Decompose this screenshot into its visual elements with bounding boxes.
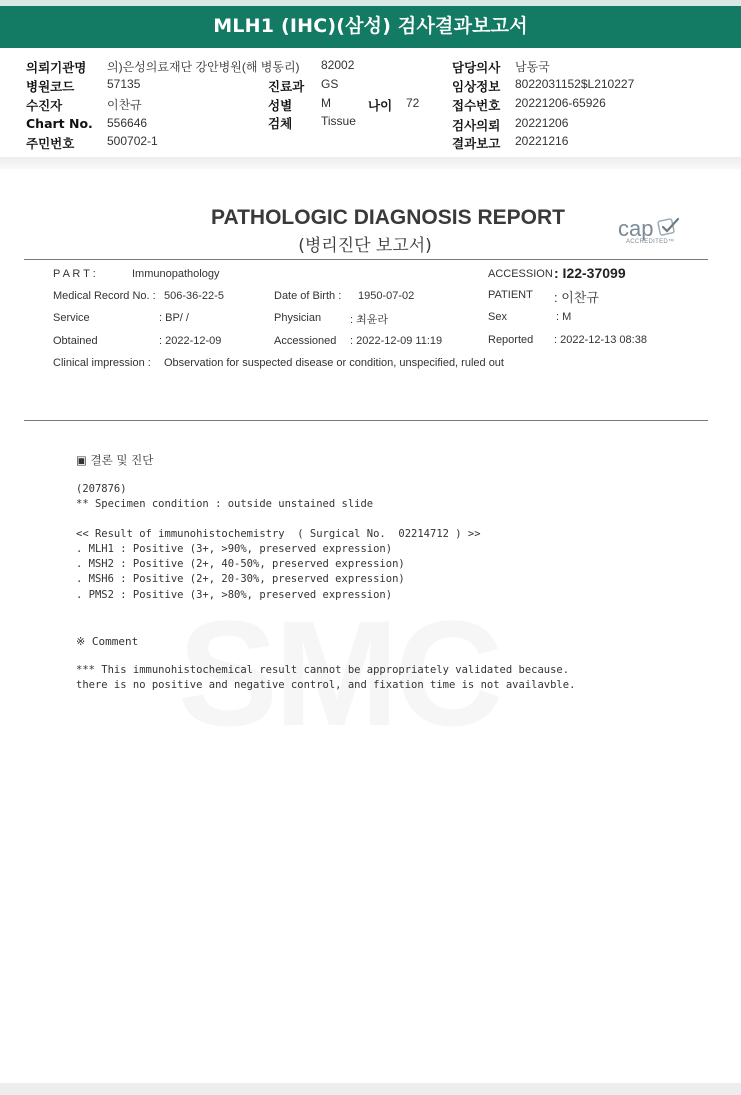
receipt-label: 접수번호 bbox=[452, 98, 501, 113]
hospital-code-value: 57135 bbox=[107, 77, 141, 91]
specimen-condition: ** Specimen condition : outside unstained slide bbox=[76, 498, 374, 510]
reported-value: : 2022-12-13 08:38 bbox=[554, 334, 647, 346]
report-top-rule bbox=[24, 259, 708, 260]
physician-label: Physician bbox=[274, 312, 322, 324]
physician-value: : 최윤라 bbox=[350, 314, 388, 326]
obtained-label: Obtained bbox=[53, 335, 98, 347]
pathology-report-subtitle: (병리진단 보고서) bbox=[298, 236, 432, 256]
accession-label: ACCESSION bbox=[488, 268, 553, 280]
accessioned-label: Accessioned bbox=[274, 335, 337, 347]
cap-logo-subtext: ACCREDITED™ bbox=[626, 239, 675, 245]
part-value: Immunopathology bbox=[132, 268, 220, 280]
sex-label: 성별 bbox=[268, 98, 293, 113]
dept-label: 진료과 bbox=[268, 79, 305, 94]
case-number: (207876) bbox=[76, 483, 127, 495]
id-value: 500702-1 bbox=[107, 134, 158, 148]
report-title-bar: MLH1 (IHC)(삼성) 검사결과보고서 bbox=[0, 0, 741, 48]
result-value: 20221216 bbox=[515, 134, 569, 148]
impression-value: Observation for suspected disease or condition, unspecified, ruled out bbox=[164, 357, 504, 369]
ihc-result-line: . MLH1 : Positive (3+, >90%, preserved expression) bbox=[76, 543, 393, 555]
service-label: Service bbox=[53, 312, 90, 324]
clinical-value: 8022031152$L210227 bbox=[515, 77, 635, 91]
cap-check-icon bbox=[656, 216, 682, 238]
specimen-value: Tissue bbox=[321, 114, 356, 128]
cap-logo-text: cap bbox=[618, 216, 654, 241]
ihc-result-header: << Result of immunohistochemistry ( Surgical No. 02214712 ) >> bbox=[76, 528, 481, 540]
sex-label-en: Sex bbox=[488, 311, 507, 323]
sex-value: M bbox=[321, 96, 331, 110]
result-label: 결과보고 bbox=[452, 136, 501, 151]
ihc-result-line: . MSH6 : Positive (2+, 20-30%, preserved expression) bbox=[76, 573, 405, 585]
specimen-label: 검체 bbox=[268, 116, 293, 131]
mrn-label: Medical Record No. : bbox=[53, 290, 156, 302]
dob-value: 1950-07-02 bbox=[358, 290, 415, 302]
receipt-value: 20221206-65926 bbox=[515, 96, 606, 110]
chart-value: 556646 bbox=[107, 116, 148, 130]
clinical-label: 임상정보 bbox=[452, 79, 501, 94]
comment-line: there is no positive and negative control, and fixation time is not availavble. bbox=[76, 679, 576, 691]
patient-value: 이찬규 bbox=[107, 98, 142, 112]
dob-label: Date of Birth : bbox=[274, 290, 342, 302]
header-separator-band bbox=[0, 157, 741, 169]
comment-title: ※ Comment bbox=[76, 635, 139, 648]
comment-line: *** This immunohistochemical result cannot be appropriately validated because. bbox=[76, 664, 570, 676]
age-value: 72 bbox=[406, 96, 420, 110]
request-label: 검사의뢰 bbox=[452, 118, 501, 133]
service-value: : BP/ / bbox=[159, 312, 189, 324]
mrn-value: 506-36-22-5 bbox=[164, 290, 224, 302]
patient-value-en: : 이찬규 bbox=[554, 290, 599, 305]
dept-value: GS bbox=[321, 77, 339, 91]
patient-label-en: PATIENT bbox=[488, 289, 533, 301]
diagnosis-section-title: ▣ 결론 및 진단 bbox=[76, 453, 154, 467]
doctor-label: 담당의사 bbox=[452, 60, 501, 75]
accession-value: : I22-37099 bbox=[554, 265, 626, 281]
doctor-value: 남동국 bbox=[515, 60, 550, 74]
report-mid-rule bbox=[24, 420, 708, 421]
obtained-value: : 2022-12-09 bbox=[159, 335, 222, 347]
patient-label: 수진자 bbox=[26, 98, 63, 113]
ihc-result-line: . PMS2 : Positive (3+, >80%, preserved expression) bbox=[76, 589, 393, 601]
chart-label: Chart No. bbox=[26, 116, 93, 131]
id-label: 주민번호 bbox=[26, 136, 75, 151]
institution-code: 82002 bbox=[321, 58, 355, 72]
page-bottom-band bbox=[0, 1083, 741, 1095]
part-label: P A R T : bbox=[53, 268, 96, 280]
accessioned-value: : 2022-12-09 11:19 bbox=[350, 335, 443, 347]
hospital-code-label: 병원코드 bbox=[26, 79, 75, 94]
request-value: 20221206 bbox=[515, 116, 569, 130]
pathology-report-title: PATHOLOGIC DIAGNOSIS REPORT bbox=[211, 206, 565, 229]
sex-value-en: : M bbox=[556, 311, 572, 323]
ihc-result-line: . MSH2 : Positive (2+, 40-50%, preserved expression) bbox=[76, 558, 405, 570]
institution-value: 의)은성의료재단 강안병원(해 병동리) bbox=[107, 60, 300, 74]
reported-label: Reported bbox=[488, 334, 534, 346]
impression-label: Clinical impression : bbox=[53, 357, 151, 369]
institution-label: 의뢰기관명 bbox=[26, 60, 87, 75]
age-label: 나이 bbox=[368, 98, 393, 113]
